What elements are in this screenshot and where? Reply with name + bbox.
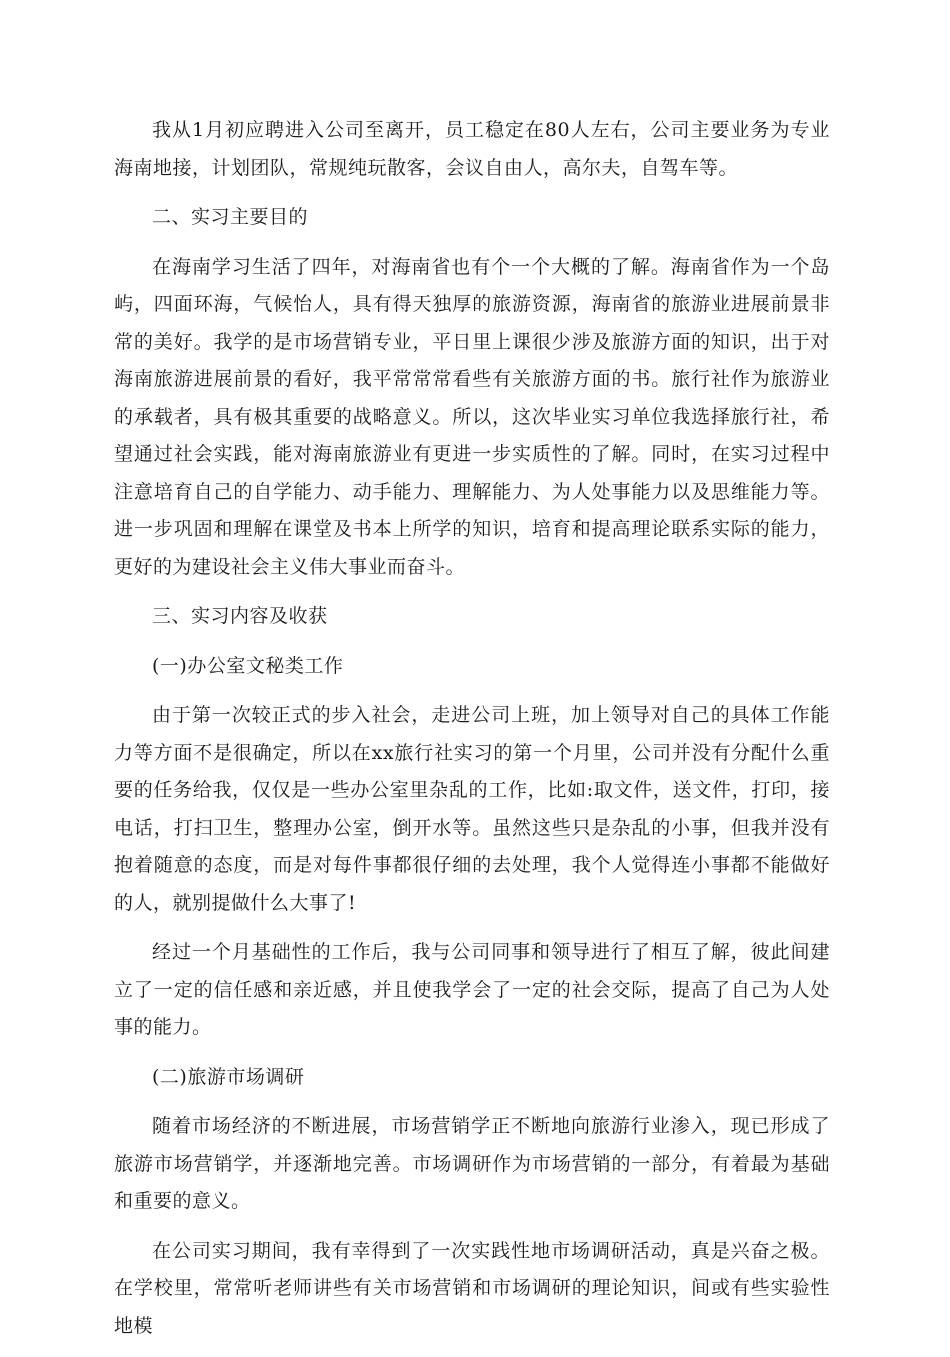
subheading-market-research: (二)旅游市场调研: [152, 1065, 305, 1088]
heading-content-and-gains: 三、实习内容及收获: [152, 605, 328, 627]
paragraph-after-first-month: 经过一个月基础性的工作后，我与公司同事和领导进行了相互了解，彼此间建立了一定的信任感和亲近感，并且使我学会了一定的社会交际，提高了自己为人处事的能力。: [114, 941, 830, 1038]
paragraph-market-research: 随着市场经济的不断进展，市场营销学正不断地向旅游行业渗入，现已形成了旅游市场营销学，并逐渐地完善。市场调研作为市场营销的一部分，有着最为基础和重要的意义。: [114, 1115, 830, 1212]
heading-internship-purpose: 二、实习主要目的: [152, 206, 309, 228]
paragraph-research-activity: 在公司实习期间，我有幸得到了一次实践性地市场调研活动，真是兴奋之极。在学校里，常常听老师讲些有关市场营销和市场调研的理论知识，间或有些实验性地模: [114, 1239, 830, 1337]
document-body: [114, 112, 830, 1357]
paragraph-company-intro: 我从1月初应聘进入公司至离开，员工稳定在80人左右，公司主要业务为专业海南地接，计划团队，常规纯玩散客，会议自由人，高尔夫，自驾车等。: [114, 119, 830, 179]
paragraph-office-work: 由于第一次较正式的步入社会，走进公司上班，加上领导对自己的具体工作能力等方面不是很确定，所以在xx旅行社实习的第一个月里，公司并没有分配什么重要的任务给我，仅仅是一些办公室里杂乱的工作，比如:取文件，送文件，打印，接电话，打扫卫生，整理办公室，倒开水等。虽然这些只是杂乱的小事，但我并没有抱着随意的态度，而是对每件事都很仔细的去处理，我个人觉得连小事都不能做好的人，就别提做什么大事了!: [114, 704, 830, 914]
paragraph-purpose: 在海南学习生活了四年，对海南省也有个一个大概的了解。海南省作为一个岛屿，四面环海，气候怡人，具有得天独厚的旅游资源，海南省的旅游业进展前景非常的美好。我学的是市场营销专业，平日里上课很少涉及旅游方面的知识，出于对海南旅游进展前景的看好，我平常常常看些有关旅游方面的书。旅行社作为旅游业的承载者，具有极其重要的战略意义。所以，这次毕业实习单位我选择旅行社，希望通过社会实践，能对海南旅游业有更进一步实质性的了解。同时，在实习过程中注意培育自己的自学能力、动手能力、理解能力、为人处事能力以及思维能力等。进一步巩固和理解在课堂及书本上所学的知识，培育和提高理论联系实际的能力，更好的为建设社会主义伟大事业而奋斗。: [114, 255, 830, 578]
subheading-office-work: (一)办公室文秘类工作: [152, 654, 344, 677]
